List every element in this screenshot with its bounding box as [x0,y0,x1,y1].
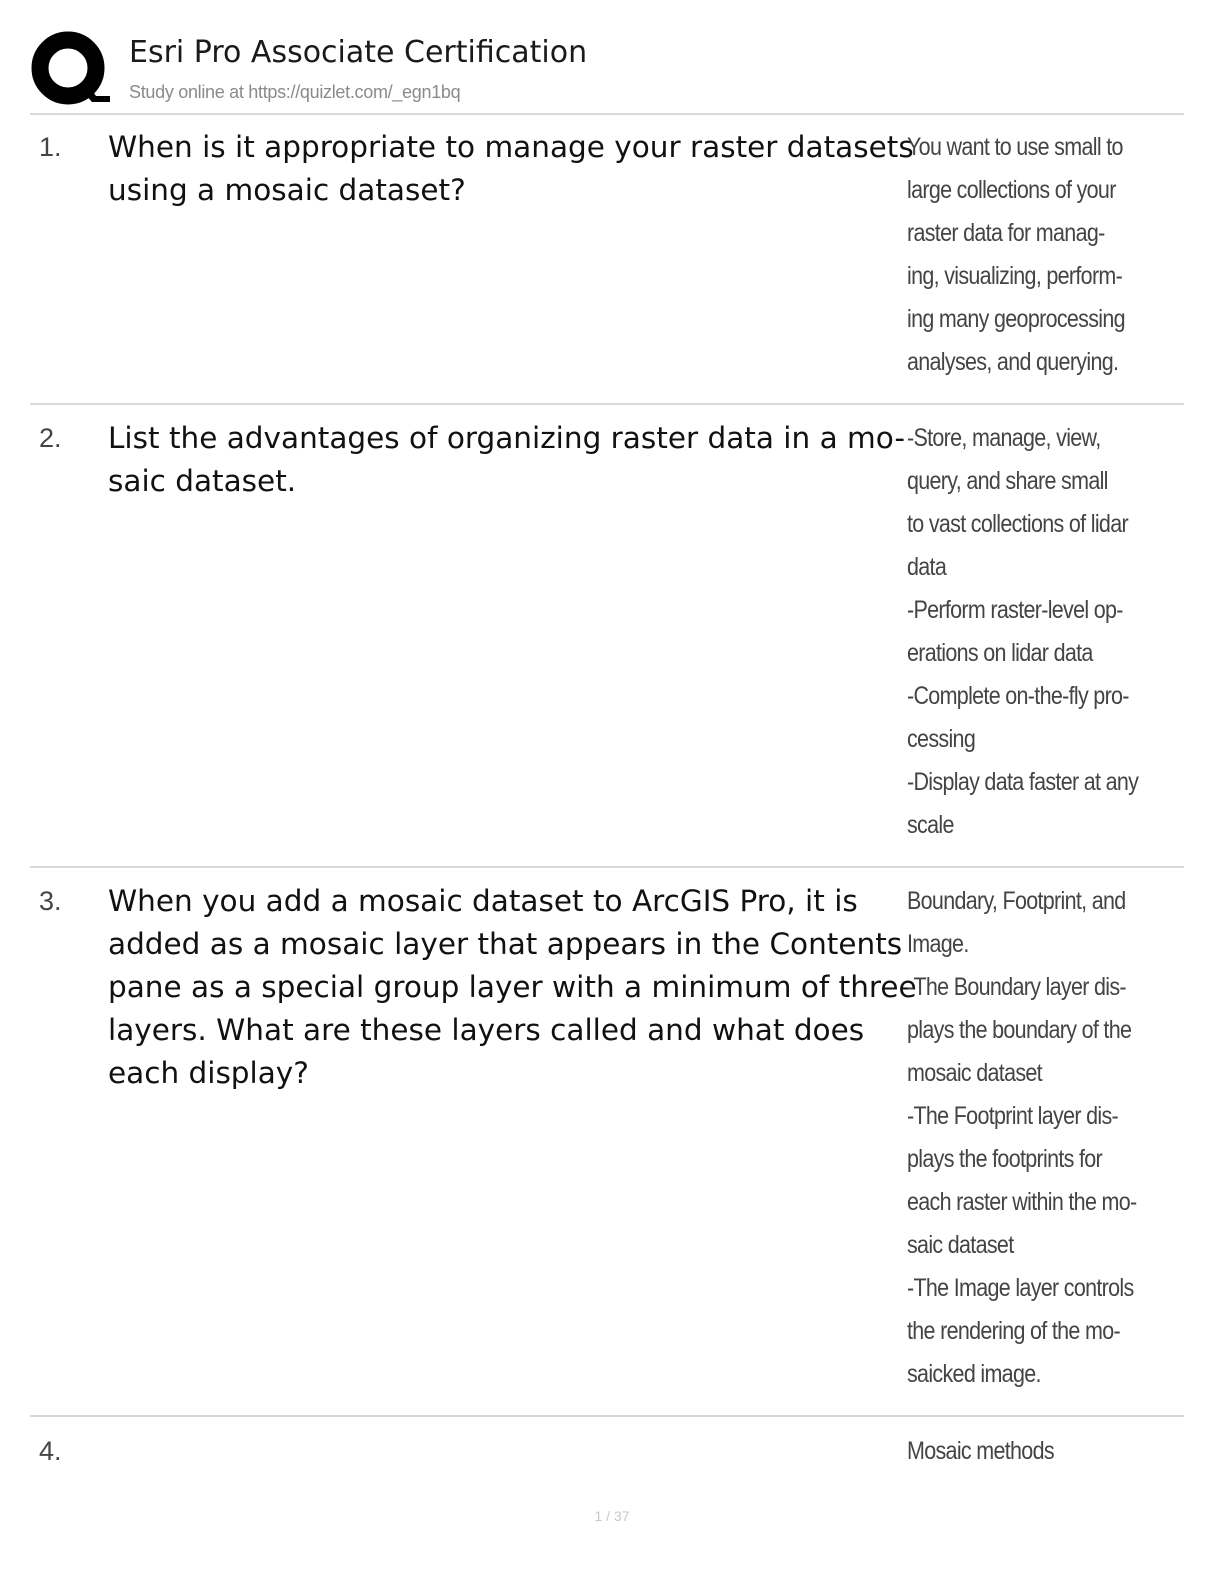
card-definition: Mosaic methods [907,1437,1054,1465]
card-number: 2. [39,423,62,453]
card-number: 3. [39,886,62,916]
page-title: Esri Pro Associate Certification [129,35,588,70]
card-term: When you add a mosaic dataset to ArcGIS Pro, it is added as a mosaic layer that appears in the Contents pane as a special group layer with a minimum of three layers. What are these layers called and what does each display? [108,884,917,1090]
card-definition: -Store, manage, view, query, and share small to vast collections of lidar data -Perform raster-level op- erations on lidar data -Complete on-the-fly pro- cessing -Display data faster at any scale [907,424,1139,839]
card-divider [30,1415,1184,1417]
quizlet-logo-icon [30,30,110,110]
header-divider [30,113,1184,115]
card-definition: You want to use small to large collections of your raster data for manag- ing, visualizing, perform- ing many geoprocessing analyses, and querying. [907,133,1125,376]
card-number: 1. [39,132,62,162]
card-definition: Boundary, Footprint, and Image. -The Boundary layer dis- plays the boundary of the mosaic dataset -The Footprint layer dis- plays the footprints for each raster within the mo- saic dataset -The Image layer controls the rendering of the mo- saicked image. [907,887,1137,1388]
card-term: When is it appropriate to manage your raster datasets using a mosaic dataset? [108,130,914,207]
study-link[interactable]: Study online at https://quizlet.com/_egn1bq [129,82,461,102]
card-divider [30,866,1184,868]
card-divider [30,403,1184,405]
page-number: 1 / 37 [594,1508,630,1524]
card-number: 4. [39,1436,62,1466]
card-term: List the advantages of organizing raster data in a mo- saic dataset. [108,421,906,498]
